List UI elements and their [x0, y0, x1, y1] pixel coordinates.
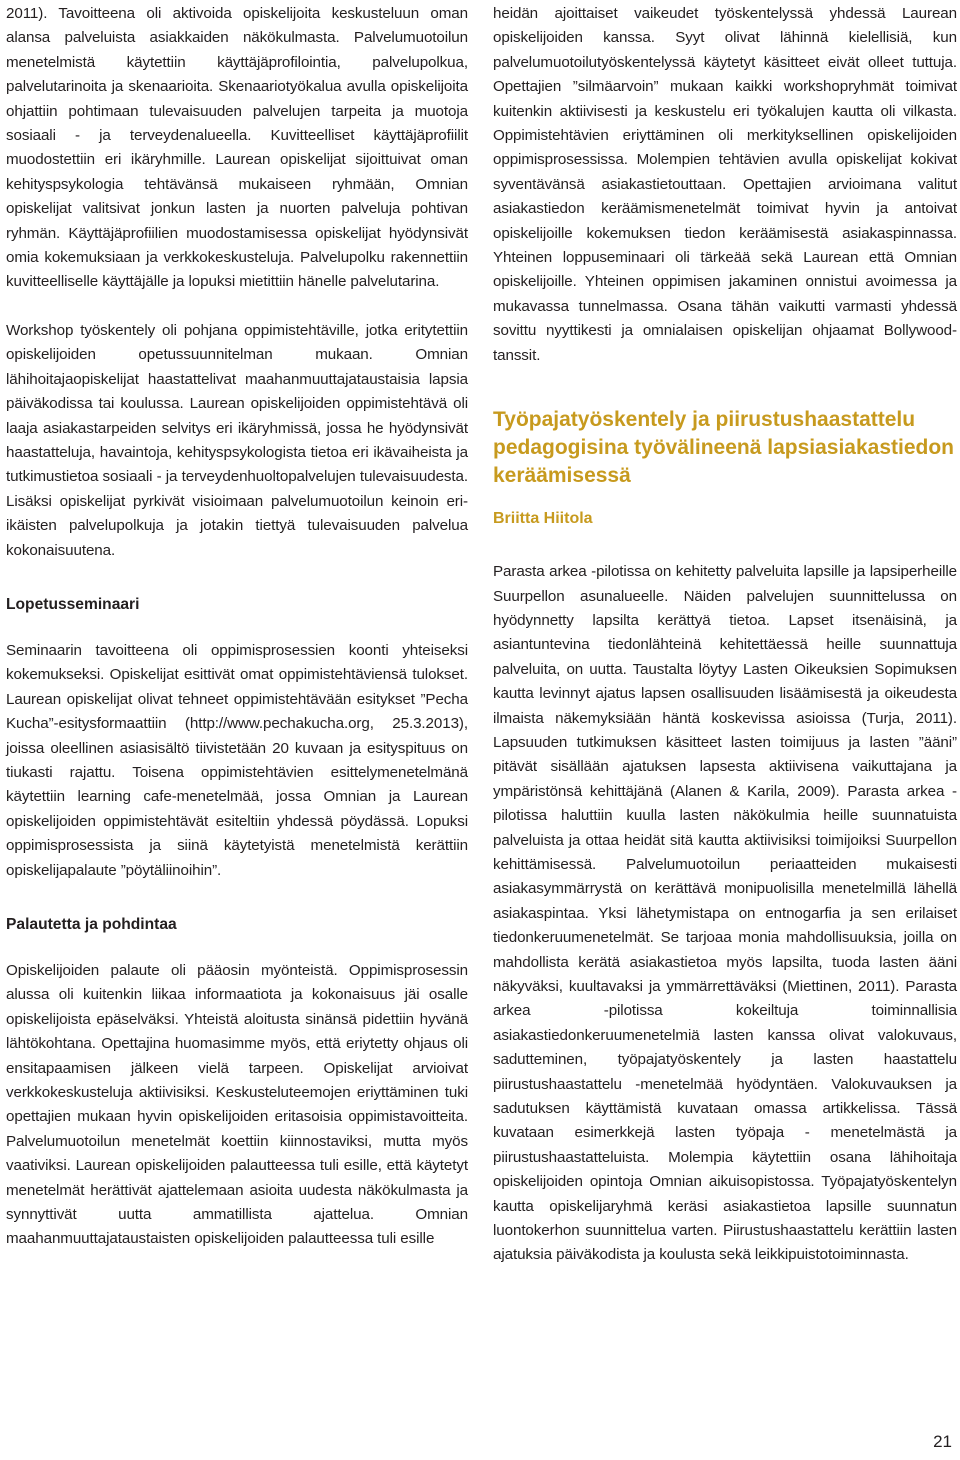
left-paragraph-1: 2011). Tavoitteena oli aktivoida opiskelijoita keskusteluun oman alansa palveluista asiakkaiden näkökulmasta. Palvelumuotoilun menetelmistä käytettiin käyttäjäprofilointia, palvelupolkua, palvelutarinoita ja skenaarioita. Skenaariotyökalua avulla opiskelijoita ohjattiin pohtimaan tulevaisuuden palvelujen tarpeita ja muotoja sosiaali - ja terveydenalueella. Kuvitteelliset käyttäjäprofiilit muodostettiin eri ikäryhmille. Laurean opiskelijat sijoittuivat oman kehityspsykologia tehtävänsä mukaiseen ryhmään, Omnian opiskelijat valitsivat jonkun lasten ja nuorten palveluja pohtivan ryhmän. Käyttäjäprofiilien muodostamisessa opiskelijat hyödynsivät omia kokemuksiaan ja verkkokeskusteluja. Palvelupolku rakennettiin kuvitteelliselle käyttäjälle ja lopuksi mietittiin hänelle palvelutarina. — [6, 5, 468, 291]
section-heading-lopetusseminaari: Lopetusseminaari — [6, 595, 140, 613]
left-paragraph-3: Seminaarin tavoitteena oli oppimisprosessien koonti yhteiseksi kokemukseksi. Opiskelijat esittivät omat oppimistehtäviensä tulokset. Laurean opiskelijat olivat tehneet oppimistehtävään esitykset ”Pecha Kucha”-esitysformaattiin (http://www.pechakucha.org, 25.3.2013), joissa oleellinen asiasisältö tiivistetään 20 kuvaan ja esityspituus on tiukasti rajattu. Toisena oppimistehtävien esittelymenetelmänä käytettiin learning cafe-menetelmää, jossa Omnian ja Laurean opiskelijoiden oppimistehtävät esiteltiin yhdessä pöydässä. Lopuksi oppimisprosessista ja siinä käytetyistä menetelmistä kerättiin opiskelijapalaute ”pöytäliinoihin”. — [6, 641, 468, 879]
left-paragraph-4: Opiskelijoiden palaute oli pääosin myönteistä. Oppimisprosessin alussa oli kuitenkin liikaa informaatiota ja kokonaisuus jäi osalle opiskelijoista epäselväksi. Yhteistä aloitusta sinänsä pidettiin hyvänä lähtökohtana. Opettajina huomasimme myös, että eriytetty ohjaus oli ensitapaamisen jälkeen vielä tarpeen. Opiskelijat arvioivat verkkokeskusteluja aktiivisiksi. Keskusteluteemojen eriyttäminen tuki opettajien mukaan hyvin opiskelijoiden eritasoisia oppimistavoitteita. Palvelumuotoilun menetelmät koettiin kiinnostaviksi, mutta myös vaativiksi. Laurean opiskelijoiden palautteessa tuli esille, että käytetyt menetelmät herättivät ajattelemaan asioita uudesta näkökulmasta ja synnyttivät uutta ammatillista ajattelua. Omnian maahanmuuttajataustaisten opiskelijoiden palautteessa tuli esille — [6, 962, 468, 1248]
left-column — [6, 2, 468, 1252]
section-heading-palautetta: Palautetta ja pohdintaa — [6, 916, 177, 933]
left-paragraph-2: Workshop työskentely oli pohjana oppimistehtäville, jotka eritytettiin opiskelijoiden opetussuunnitelman mukaan. Omnian lähihoitajaopiskelijat haastattelivat maahanmuuttajataustaisia lapsia päiväkodissa tai koulussa. Laurean opiskelijoiden oppimistehtävä oli laaja asiakastarpeiden selvitys eri ikäryhmissä, jossa he hyödynsivät haastatteluja, havaintoja, kehityspsykologista tietoa eri ikävaiheista ja tutkimustietoa sosiaali - ja terveydenhuoltopalvelujen tulevaisuudesta. Lisäksi opiskelijat pyrkivät visioimaan palvelumuotoilun keinoin eri-ikäisten palvelupolkuja ja jotakin tiettyä tulevaisuuden palvelua kokonaisuutena. — [6, 321, 468, 559]
article-title: Työpajatyöskentely ja piirustushaastattelu pedagogisina työvälineenä lapsiasiakastiedon keräämisessä — [493, 408, 954, 488]
article-author: Briitta Hiitola — [493, 510, 593, 528]
right-column — [493, 2, 957, 1268]
page-number: 21 — [933, 1432, 952, 1451]
right-paragraph-1: heidän ajoittaiset vaikeudet työskentelyssä yhdessä Laurean opiskelijoiden kanssa. Syyt olivat lähinnä kielellisiä, kun palvelumuotoilutyöskentelyssä käytetyt käsitteet eivät olleet tuttuja. Opettajien ”silmäarvoin” mukaan kaikki workshopryhmät toimivat kuitenkin aktiivisesti ja keskustelu eri työkalujen kautta oli vilkasta. Oppimistehtävien eriyttäminen oli merkityksellinen opiskelijoiden oppimisprosessissa. Molempien tehtävien avulla opiskelijat kokivat syventävänsä asiakastietouttaan. Opettajien arvioimana valitut asiakastiedon keräämismenetelmät toimivat hyvin ja antoivat opiskelijoille kokemuksen tiedon keräämisestä asiakaspinnassa. Yhteinen loppuseminaari oli tärkeää sekä Laurean että Omnian opiskelijoille. Yhteinen oppimisen jakaminen onnistui avoimessa ja mukavassa tunnelmassa. Osana tähän vaikutti varmasti yhdessä sovittu nyyttikesti ja omnialaisen opiskelijan ohjaamat Bollywood-tanssit. — [493, 5, 957, 364]
right-paragraph-2: Parasta arkea -pilotissa on kehitetty palveluita lapsille ja lapsiperheille Suurpellon asunalueelle. Näiden palvelujen suunnittelussa on hyödynnetty lapsilta kerättyä tietoa. Lapset itsenäisinä, ja asiantuntevina tiedonlähteinä kehitettäessä heille suunnattuja palveluita, on uutta. Taustalta löytyy Lasten Oikeuksien Sopimuksen kautta levinnyt ajatus lapsen osallisuuden lisäämisestä ja oikeudesta ilmaista näkemyksiään häntä koskevissa asioissa (Turja, 2011). Lapsuuden tutkimuksen käsitteet lasten toimijuus ja lasten ”ääni” pitävät sisällään ajatuksen lapsesta aktiivisena vaikuttajana ja ympäristönsä kehittäjänä (Alanen & Karila, 2009). Parasta arkea -pilotissa haluttiin kuulla lasten näkökulmia heille suunnatuista palveluista ja ottaa heidät sitä kautta aktiivisiksi toimijoiksi Suurpellon kehittämisessä. Palvelumuotoilun periaatteiden mukaisesti asiakasymmärrystä on kerättävä monipuolisilla menetelmillä lähellä asiakaspintaa. Yksi lähetymistapa on entnogarfia ja sen erilaiset tiedonkeruumenetelmät. Se tarjoaa monia mahdollisuuksia, joilla on mahdollista kerätä asiakastietoa myös lapsilta, tuoda lasten ääni näkyväksi, kuultavaksi ja ymmärrettäväksi (Miettinen, 2011). Parasta arkea -pilotissa kokeiltuja toiminnallisia asiakastiedonkeruumenetelmiä lasten kanssa olivat valokuvaus, sadutteminen, työpajatyöskentely ja lasten haastattelu piirustushaastattelu -menetelmää hyödyntäen. Valokuvauksen ja sadutuksen käyttämistä kuvataan omassa artikkelissa. Tässä kuvataan esimerkkejä lasten työpaja - menetelmästä ja piirustushaastatteluista. Molempia käytettiin osana lähihoitaja opiskelijoiden opintoja Omnian aikuisopistossa. Työpajatyöskentelyn kautta opiskelijaryhmä keräsi asiakastietoa lapsille suunnatun luontokerhon suunnittelua varten. Piirustushaastattelu kerättiin lasten ajatuksia päiväkodista ja koulusta sekä leikkipuistotoiminnasta. — [493, 563, 957, 1264]
